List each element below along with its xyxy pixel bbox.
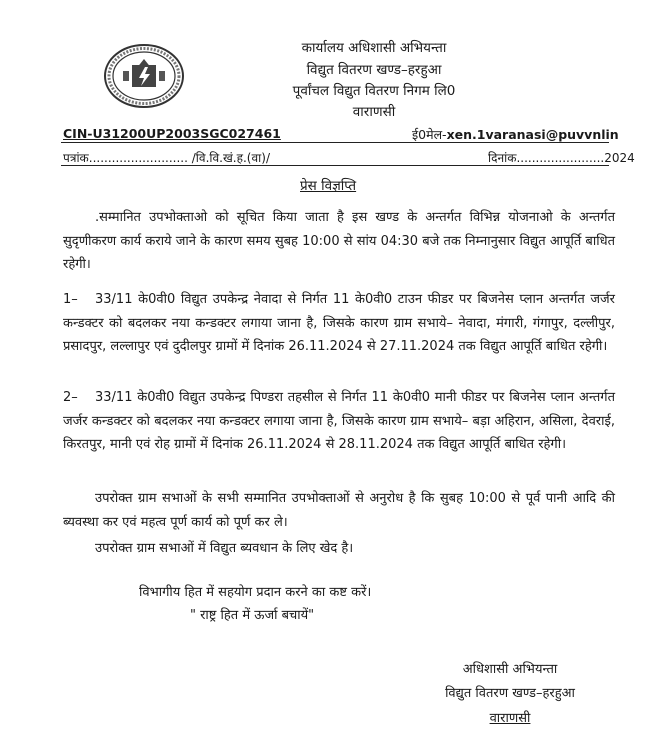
cooperation-line: विभागीय हित में सहयोग प्रदान करने का कष्ट करें।	[139, 585, 372, 600]
reference-rule	[61, 165, 609, 166]
division-name: विद्युत वितरण खण्ड–हरहुआ	[306, 62, 442, 78]
signatory-city: वाराणसी	[489, 711, 531, 726]
request-paragraph: उपरोक्त ग्राम सभाओं के सभी सम्मानित उपभोक्ताओं से अनुरोध है कि सुबह 10:00 से पूर्व पानी आदि की ब्यवस्था कर एवं महत्व पूर्ण कार्य को पूर्ण कर ले।	[63, 491, 615, 530]
slogan: " राष्ट्र हित में ऊर्जा बचायें"	[190, 608, 315, 623]
item-number-2: 2–	[63, 390, 78, 405]
signatory-division: विद्युत वितरण खण्ड–हरहुआ	[445, 686, 575, 701]
header-rule	[61, 142, 609, 143]
corporation-name: पूर्वांचल विद्युत वितरण निगम लि0	[292, 83, 456, 99]
email-line	[412, 126, 619, 143]
signatory-title: अधिशासी अभियन्ता	[462, 662, 558, 677]
item-text-1-content: 33/11 के0वी0 विद्युत उपकेन्द्र नेवादा से निर्गत 11 के0वी0 टाउन फीडर पर बिजनेस प्लान अन्तर्गत जर्जर कन्डक्टर को बदलकर नया कन्डक्टर लगाया जाना है, जिसके कारण ग्राम सभाये– नेवादा, मंगारी, गंगापुर, दल्लीपुर, प्रसादपुर, लल्लापुर एवं दुदीलपुर ग्रामों में दिनांक 26.11.2024 से 27.11.2024 तक विद्युत आपूर्ति बाधित रहेगी।	[63, 292, 615, 354]
regret-paragraph: उपरोक्त ग्राम सभाओं में विद्युत ब्यवधान के लिए खेद है।	[95, 541, 354, 556]
email-label: ई0मेल-	[412, 127, 447, 142]
email-address: xen.1varanasi@puvvnlin	[446, 127, 619, 142]
city-name: वाराणसी	[352, 104, 396, 120]
item-number-1: 1–	[63, 292, 78, 307]
cin-number: CIN-U31200UP2003SGC027461	[63, 126, 281, 141]
item-text-2-content: 33/11 के0वी0 विद्युत उपकेन्द्र पिण्डरा तहसील से निर्गत 11 के0वी0 मानी फीडर पर बिजनेस प्लान अन्तर्गत जर्जर कन्डक्टर को बदलकर नया कन्डक्टर लगाया जाना है, जिसके कारण ग्राम सभाये– बड़ा अहिरान, असिला, देवराई, किरतपुर, मानी एवं रोह ग्रामों में दिनांक 26.11.2024 से 28.11.2024 तक विद्युत आपूर्ति बाधित रहेगी।	[63, 390, 615, 452]
reference-number: पत्रांक.......................... /वि.वि.खं.ह.(वा)/	[63, 151, 270, 165]
company-seal-logo	[103, 43, 185, 109]
office-name: कार्यालय अधिशासी अभियन्ता	[301, 40, 447, 56]
reference-date: दिनांक.......................2024	[488, 151, 635, 165]
item-text-1	[63, 288, 615, 359]
item-text-2	[63, 386, 615, 457]
intro-paragraph: .सम्मानित उपभोक्ताओ को सूचित किया जाता है इस खण्ड के अन्तर्गत विभिन्न योजनाओ के अन्तर्गत सुदृणीकरण कार्य कराये जाने के कारण समय सुबह 10:00 से सांय 04:30 बजे तक निम्नानुसार विद्युत आपूर्ति बाधित रहेगी।	[63, 210, 615, 272]
page-title: प्रेस विज्ञप्ति	[300, 178, 357, 194]
